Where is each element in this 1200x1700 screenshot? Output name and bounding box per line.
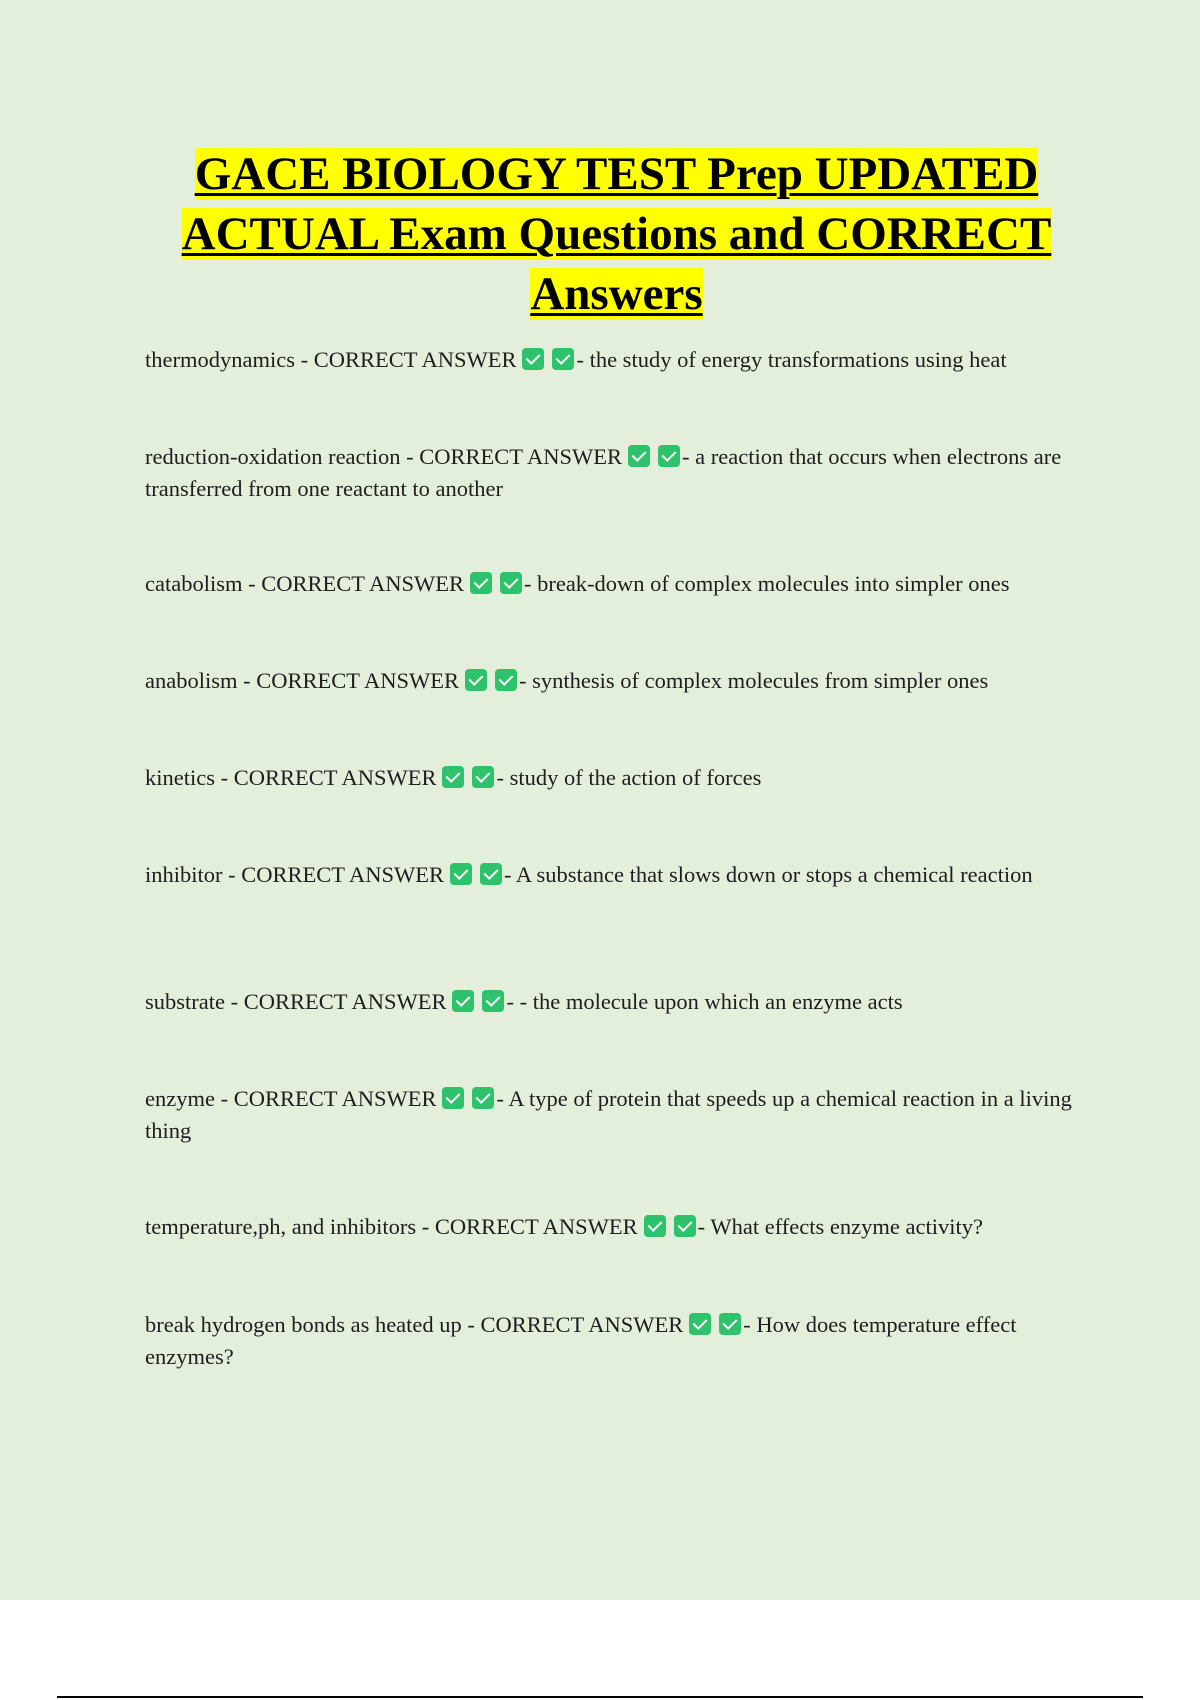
document-title	[140, 144, 1093, 324]
list-item	[145, 441, 1085, 505]
green-check-icon	[470, 572, 492, 594]
list-item	[145, 1211, 1085, 1243]
answer-text: - a reaction that occurs when electrons are transferred from one reactant to another	[145, 444, 1062, 501]
question-term: enzyme - CORRECT ANSWER	[145, 1086, 437, 1111]
answer-text: - What effects enzyme activity?	[697, 1214, 983, 1239]
footer-divider	[57, 1696, 1143, 1698]
green-check-icon	[552, 348, 574, 370]
question-term: inhibitor - CORRECT ANSWER	[145, 862, 444, 887]
answer-text: - the study of energy transformations using heat	[576, 347, 1007, 372]
green-check-icon	[644, 1215, 666, 1237]
green-check-icon	[472, 766, 494, 788]
green-check-icon	[482, 990, 504, 1012]
question-term: temperature,ph, and inhibitors - CORRECT ANSWER	[145, 1214, 638, 1239]
question-term: anabolism - CORRECT ANSWER	[145, 668, 459, 693]
answer-text: - How does temperature effect enzymes?	[145, 1312, 1017, 1369]
answer-text: - - the molecule upon which an enzyme acts	[506, 989, 903, 1014]
question-term: reduction-oxidation reaction - CORRECT ANSWER	[145, 444, 623, 469]
green-check-icon	[689, 1313, 711, 1335]
green-check-icon	[452, 990, 474, 1012]
green-check-icon	[719, 1313, 741, 1335]
answer-text: - study of the action of forces	[496, 765, 762, 790]
green-check-icon	[465, 669, 487, 691]
green-check-icon	[658, 445, 680, 467]
green-check-icon	[450, 863, 472, 885]
green-check-icon	[472, 1087, 494, 1109]
list-item	[145, 344, 1085, 376]
answer-text: - A type of protein that speeds up a chemical reaction in a living thing	[145, 1086, 1072, 1143]
list-item	[145, 1309, 1085, 1373]
answer-text: - synthesis of complex molecules from simpler ones	[518, 668, 989, 693]
title-line-2: ACTUAL Exam Questions and CORRECT	[181, 208, 1052, 260]
question-term: break hydrogen bonds as heated up - CORRECT ANSWER	[145, 1312, 684, 1337]
question-term: catabolism - CORRECT ANSWER	[145, 571, 464, 596]
answer-text: - A substance that slows down or stops a chemical reaction	[503, 862, 1033, 887]
list-item	[145, 665, 1085, 697]
green-check-icon	[674, 1215, 696, 1237]
green-check-icon	[628, 445, 650, 467]
green-check-icon	[522, 348, 544, 370]
list-item	[145, 986, 1085, 1018]
list-item	[145, 859, 1085, 891]
question-term: substrate - CORRECT ANSWER	[145, 989, 447, 1014]
question-term: kinetics - CORRECT ANSWER	[145, 765, 437, 790]
list-item	[145, 762, 1085, 794]
green-check-icon	[442, 766, 464, 788]
green-check-icon	[495, 669, 517, 691]
green-check-icon	[480, 863, 502, 885]
list-item	[145, 1083, 1085, 1147]
list-item	[145, 568, 1085, 600]
title-line-1: GACE BIOLOGY TEST Prep UPDATED	[194, 148, 1039, 200]
question-term: thermodynamics - CORRECT ANSWER	[145, 347, 517, 372]
green-check-icon	[442, 1087, 464, 1109]
green-check-icon	[500, 572, 522, 594]
answer-text: - break-down of complex molecules into simpler ones	[523, 571, 1010, 596]
title-line-3: Answers	[530, 268, 703, 320]
